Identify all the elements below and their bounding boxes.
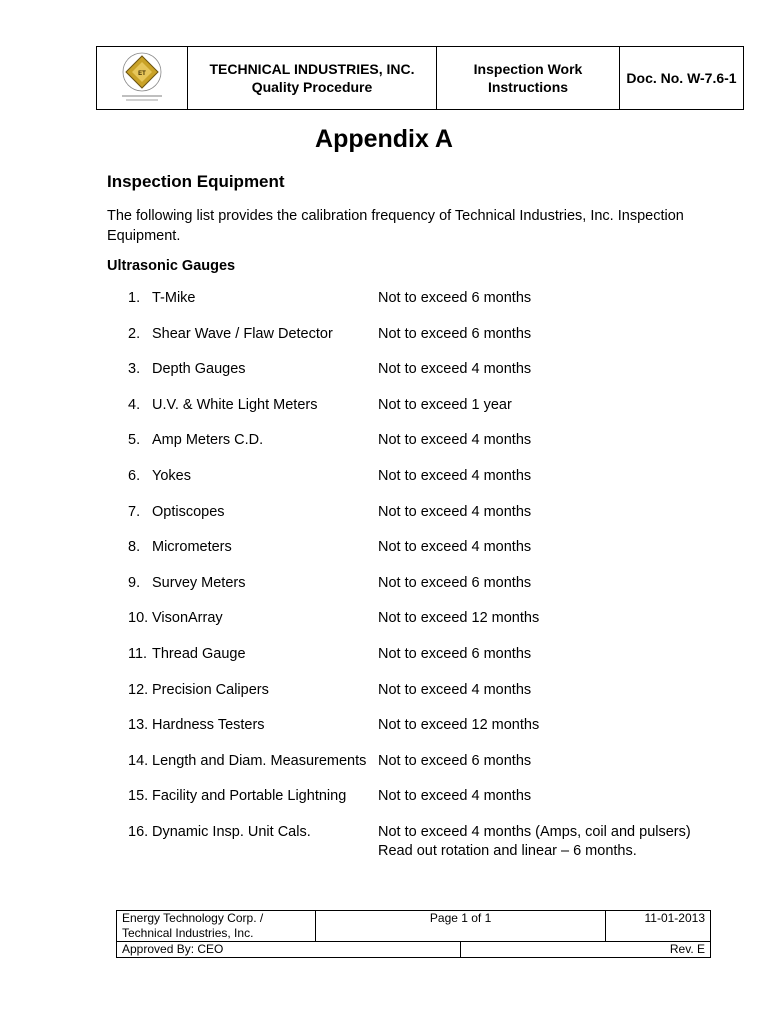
intro-paragraph: The following list provides the calibration frequency of Technical Industries, Inc. Inspection Equipment. <box>107 208 684 244</box>
item-frequency: Not to exceed 6 months <box>378 290 532 306</box>
footer-page: Page 1 of 1 <box>316 911 606 942</box>
item-frequency: Not to exceed 6 months <box>378 645 532 662</box>
list-item <box>0 396 768 432</box>
item-name: Depth Gauges <box>152 361 246 378</box>
svg-text:ET: ET <box>138 71 146 77</box>
list-item <box>0 467 768 503</box>
document-header <box>96 46 744 110</box>
item-number: 16. <box>128 823 149 840</box>
list-item <box>0 716 768 752</box>
item-frequency: Not to exceed 4 months <box>378 467 532 484</box>
footer-approved: Approved By: CEO <box>117 942 461 958</box>
item-number: 3. <box>128 361 141 378</box>
item-frequency-line1: Not to exceed 4 months (Amps, coil and pulsers) <box>378 823 691 840</box>
item-name: Facility and Portable Lightning <box>152 788 347 805</box>
item-number: 4. <box>128 396 141 413</box>
item-number: 2. <box>128 325 141 342</box>
item-frequency: Not to exceed 1 year <box>378 396 512 413</box>
list-item <box>0 574 768 610</box>
item-name: VisonArray <box>152 610 223 627</box>
document-footer <box>116 910 711 958</box>
item-number: 15. <box>128 788 149 805</box>
item-frequency-line2: Read out rotation and linear – 6 months. <box>378 843 637 860</box>
item-frequency: Not to exceed 6 months <box>378 574 532 591</box>
item-name: Length and Diam. Measurements <box>152 752 367 769</box>
item-frequency: Not to exceed 6 months <box>378 325 532 342</box>
item-name: Survey Meters <box>152 574 246 591</box>
item-frequency: Not to exceed 4 months <box>378 681 532 698</box>
item-number: 13. <box>128 717 149 734</box>
item-number: 11. <box>128 645 148 662</box>
list-item <box>0 431 768 467</box>
item-frequency: Not to exceed 4 months <box>378 432 532 449</box>
item-name: Precision Calipers <box>152 681 269 698</box>
item-name: Hardness Testers <box>152 717 265 734</box>
item-number: 10. <box>128 610 149 627</box>
list-item <box>0 289 768 325</box>
section-title: Inspection Work Instructions <box>437 47 620 110</box>
footer-company <box>117 911 316 942</box>
list-item <box>0 681 768 717</box>
company-cell <box>188 47 437 110</box>
item-number: 7. <box>128 503 141 520</box>
list-item <box>0 823 768 859</box>
list-item <box>0 752 768 788</box>
item-name: Micrometers <box>152 539 232 556</box>
item-frequency: Not to exceed 4 months <box>378 361 532 378</box>
procedure-type: Quality Procedure <box>251 79 373 95</box>
item-name: T-Mike <box>152 290 196 306</box>
item-frequency: Not to exceed 4 months <box>378 539 532 556</box>
item-frequency: Not to exceed 12 months <box>378 610 540 627</box>
footer-company-line2: Technical Industries, Inc. <box>122 926 254 940</box>
item-name: U.V. & White Light Meters <box>152 396 318 413</box>
item-name: Yokes <box>152 467 191 484</box>
item-number: 14. <box>128 752 149 769</box>
footer-company-line1: Energy Technology Corp. / <box>122 911 264 925</box>
subsection-heading: Ultrasonic Gauges <box>107 258 236 274</box>
section-heading: Inspection Equipment <box>107 172 285 191</box>
item-number: 6. <box>128 467 141 484</box>
item-name: Shear Wave / Flaw Detector <box>152 325 333 342</box>
logo-cell <box>97 47 188 110</box>
item-name: Dynamic Insp. Unit Cals. <box>152 823 311 840</box>
item-name: Amp Meters C.D. <box>152 432 264 449</box>
footer-date: 11-01-2013 <box>606 911 711 942</box>
item-name: Thread Gauge <box>152 645 246 662</box>
list-item <box>0 538 768 574</box>
list-item <box>0 325 768 361</box>
list-item <box>0 645 768 681</box>
footer-revision: Rev. E <box>461 942 711 958</box>
item-number: 1. <box>128 290 141 306</box>
item-frequency: Not to exceed 4 months <box>378 788 532 805</box>
item-name: Optiscopes <box>152 503 225 520</box>
item-frequency <box>378 823 738 862</box>
company-name: TECHNICAL INDUSTRIES, INC. <box>209 61 415 77</box>
company-logo <box>110 50 174 106</box>
item-number: 9. <box>128 574 141 591</box>
list-item <box>0 503 768 539</box>
item-frequency: Not to exceed 12 months <box>378 717 540 734</box>
item-frequency: Not to exceed 4 months <box>378 503 532 520</box>
list-item <box>0 609 768 645</box>
list-item <box>0 360 768 396</box>
item-number: 5. <box>128 432 141 449</box>
list-item <box>0 787 768 823</box>
equipment-list <box>0 289 768 859</box>
page-title: Appendix A <box>315 125 453 153</box>
item-frequency: Not to exceed 6 months <box>378 752 532 769</box>
document-number: Doc. No. W-7.6-1 <box>620 47 744 110</box>
item-number: 8. <box>128 539 141 556</box>
item-number: 12. <box>128 681 149 698</box>
